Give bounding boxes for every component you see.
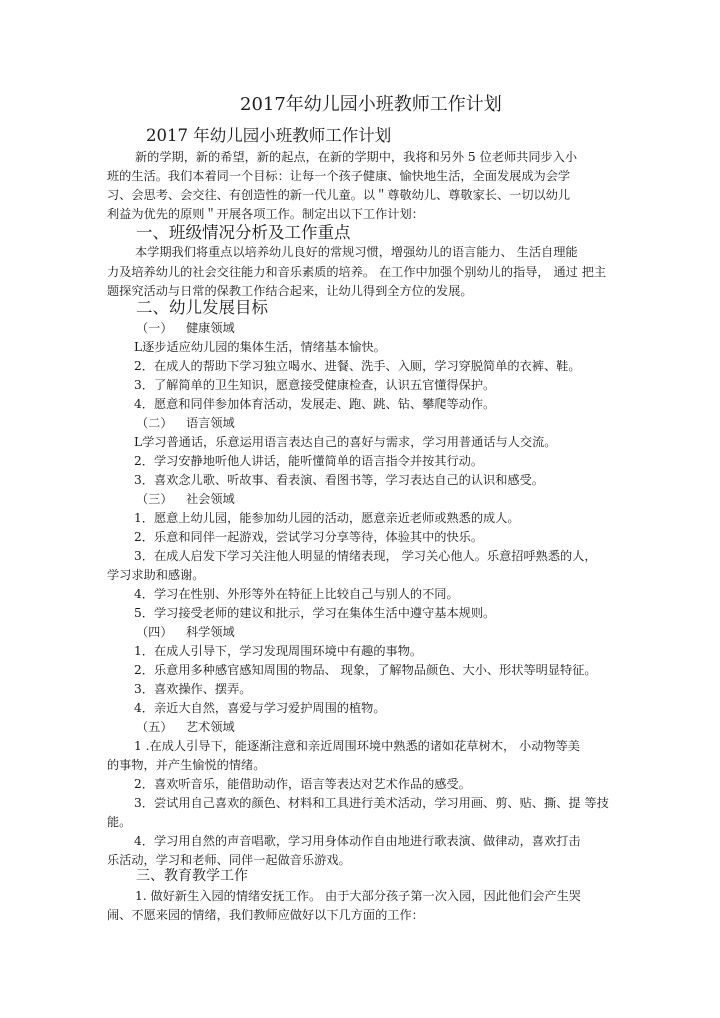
subsection-name: 语言领域 (186, 416, 235, 430)
paragraph-line: 题探究活动与日常的保教工作结合起来，让幼儿得到全方位的发展。 (107, 284, 473, 298)
list-item: 的事物，并产生愉悦的情绪。 (107, 758, 266, 772)
intro-line: 习、会思考、会交往、有创造性的新一代儿童。以＂尊敬幼儿、尊敬家长、一切以幼儿 (107, 188, 571, 202)
list-item: 4．愿意和同伴参加体育活动，发展走、跑、跳、钻、攀爬等动作。 (134, 397, 496, 411)
subsection-name: 健康领域 (186, 321, 235, 335)
list-item: 2．喜欢听音乐，能借助动作，语言等表达对艺术作品的感受。 (134, 777, 471, 791)
section-heading: 二、幼儿发展目标 (136, 298, 268, 317)
list-item: 2．在成人的帮助下学习独立喝水、进餐、洗手、入厕，学习穿脱简单的衣裤、鞋。 (134, 359, 581, 373)
list-item: 2．学习安静地听他人讲话，能听懂简单的语言指令并按其行动。 (134, 454, 484, 468)
intro-line: 班的生活。我们本着同一个目标：让每一个孩子健康、愉快地生活，全面发展成为会学 (107, 169, 571, 183)
doc-subtitle: 2017 年幼儿园小班教师工作计划 (146, 126, 392, 145)
list-item: 3．喜欢操作、摆弄。 (134, 682, 252, 696)
subsection-name: 艺术领域 (186, 720, 235, 734)
subsection-heading (136, 719, 235, 736)
section-heading: 三、教育教学工作 (136, 868, 248, 884)
intro-line: 新的学期，新的希望，新的起点，在新的学期中，我将和另外 5 位老师共同步入小 (135, 150, 578, 164)
list-item: 2．乐意用多种感官感知周围的物品、 现象，了解物品颜色、大小、形状等明显特征。 (134, 663, 597, 677)
list-item: 1．在成人引导下，学习发现周围环境中有趣的事物。 (134, 644, 423, 658)
paragraph-line: 力及培养幼儿的社会交往能力和音乐素质的培养。 在工作中加强个别幼儿的指导， 通过 把主 (107, 265, 607, 279)
section-heading: 一、班级情况分析及工作重点 (136, 223, 351, 242)
subsection-number: （四） (136, 625, 173, 639)
subsection-heading (136, 415, 235, 432)
list-item: 3．尝试用自己喜欢的颜色、材料和工具进行美术活动，学习用画、剪、贴、撕、提 等技 (134, 796, 609, 810)
paragraph-line: 1. 做好新生入园的情绪安抚工作。 由于大部分孩子第一次入园，因此他们会产生哭 (135, 889, 581, 903)
list-item: L学习普通话，乐意运用语言表达自己的喜好与需求，学习用普通话与人交流。 (134, 435, 557, 449)
subsection-heading (136, 320, 235, 337)
list-item: 4．学习用自然的声音唱歌，学习用身体动作自由地进行歌表演、做律动，喜欢打击 (134, 834, 581, 848)
list-item: 学习求助和感谢。 (107, 568, 205, 582)
subsection-number: （三） (136, 492, 173, 506)
paragraph-line: 本学期我们将重点以培养幼儿良好的常规习惯，增强幼儿的语言能力、 生活自理能 (135, 245, 578, 259)
subsection-number: （一） (136, 321, 173, 335)
paragraph-line: 闹、不愿来园的情绪，我们教师应做好以下几方面的工作： (107, 908, 424, 922)
list-item: 4．学习在性别、外形等外在特征上比较自己与别人的不同。 (134, 587, 459, 601)
list-item: 1 .在成人引导下，能逐渐注意和亲近周围环境中熟悉的诸如花草树木， 小动物等美 (134, 739, 580, 753)
list-item: 3．了解简单的卫生知识，愿意接受健康检查，认识五官懂得保护。 (134, 378, 496, 392)
intro-line: 利益为优先的原则＂开展各项工作。制定出以下工作计划： (107, 207, 424, 221)
subsection-name: 社会领域 (186, 492, 235, 506)
list-item: 3．在成人启发下学习关注他人明显的情绪表现， 学习关心他人。乐意招呼熟悉的人， (134, 549, 597, 563)
subsection-heading (136, 491, 235, 508)
list-item: 2．乐意和同伴一起游戏，尝试学习分享等待，体验其中的快乐。 (134, 530, 484, 544)
list-item: 能。 (107, 815, 132, 829)
subsection-number: （二） (136, 416, 173, 430)
subsection-heading (136, 624, 235, 641)
list-item: 乐活动，学习和老师、同伴一起做音乐游戏。 (107, 853, 351, 867)
list-item: L逐步适应幼儿园的集体生活，情绪基本愉快。 (134, 340, 386, 354)
list-item: 5．学习接受老师的建议和批示，学习在集体生活中遵守基本规则。 (134, 606, 496, 620)
list-item: 3．喜欢念儿歌、听故事、看表演、看图书等，学习表达自己的认识和感受。 (134, 473, 544, 487)
doc-title: 2017年幼儿园小班教师工作计划 (240, 94, 502, 115)
subsection-name: 科学领域 (186, 625, 235, 639)
list-item: 4．亲近大自然，喜爱与学习爱护周围的植物。 (134, 701, 386, 715)
subsection-number: （五） (136, 720, 173, 734)
list-item: 1．愿意上幼儿园，能参加幼儿园的活动，愿意亲近老师或熟悉的成人。 (134, 511, 520, 525)
